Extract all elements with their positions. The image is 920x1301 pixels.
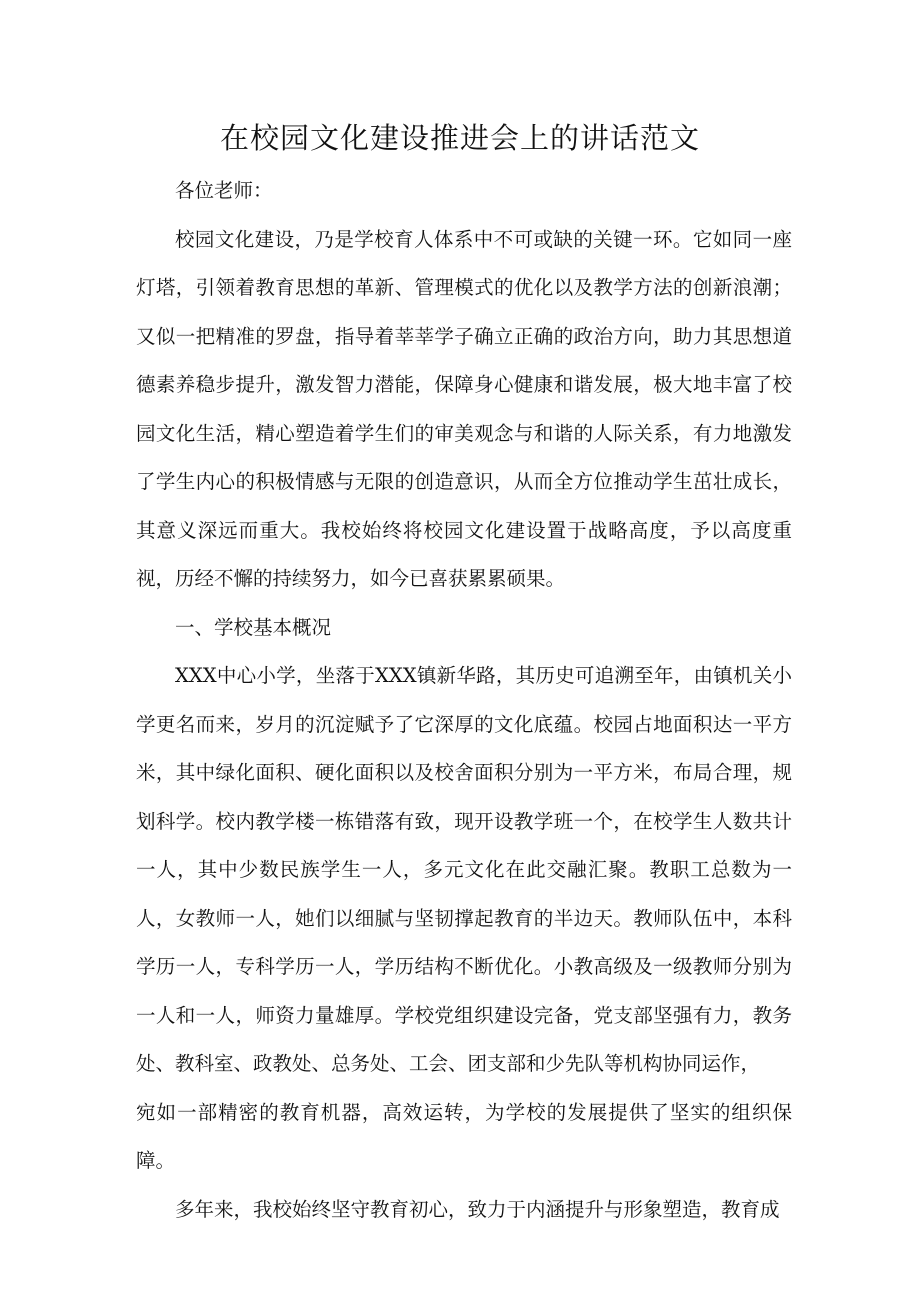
paragraph-school-overview: XXX中心小学，坐落于XXX镇新华路，其历史可追溯至年，由镇机关小学更名而来，岁月的沉淀赋予了它深厚的文化底蕴。校园占地面积达一平方米，其中绿化面积、硬化面积以及校舍面积分别为一平方米，布局合理，规划科学。校内教学楼一栋错落有致，现开设教学班一个，在校学生人数共计一人，其中少数民族学生一人，多元文化在此交融汇聚。教职工总数为一人，女教师一人，她们以细腻与坚韧撑起教育的半边天。教师队伍中，本科学历一人，专科学历一人，学历结构不断优化。小教高级及一级教师分别为一人和一人，师资力量雄厚。学校党组织建设完备，党支部坚强有力，教务处、教科室、政教处、总务处、工会、团支部和少先队等机构协同运作， xyxy=(136,664,792,1075)
salutation: 各位老师： xyxy=(175,179,273,202)
paragraph-continuation: 宛如一部精密的教育机器，高效运转，为学校的发展提供了坚实的组织保障。 xyxy=(136,1100,792,1172)
paragraph-achievements: 多年来，我校始终坚守教育初心，致力于内涵提升与形象塑造，教育成 xyxy=(175,1197,780,1221)
section-heading-school-overview: 一、学校基本概况 xyxy=(175,615,332,639)
document-body xyxy=(136,167,792,1234)
paragraph-introduction: 校园文化建设，乃是学校育人体系中不可或缺的关键一环。它如同一座灯塔，引领着教育思想的革新、管理模式的优化以及教学方法的创新浪潮；又似一把精准的罗盘，指导着莘莘学子确立正确的政治方向，助力其思想道德素养稳步提升，激发智力潜能，保障身心健康和谐发展，极大地丰富了校园文化生活，精心塑造着学生们的审美观念与和谐的人际关系，有力地激发了学生内心的积极情感与无限的创造意识，从而全方位推动学生茁壮成长，其意义深远而重大。我校始终将校园文化建设置于战略高度，予以高度重视，历经不懈的持续努力，如今已喜获累累硕果。 xyxy=(136,227,792,590)
document-title: 在校园文化建设推进会上的讲话范文 xyxy=(219,121,700,155)
